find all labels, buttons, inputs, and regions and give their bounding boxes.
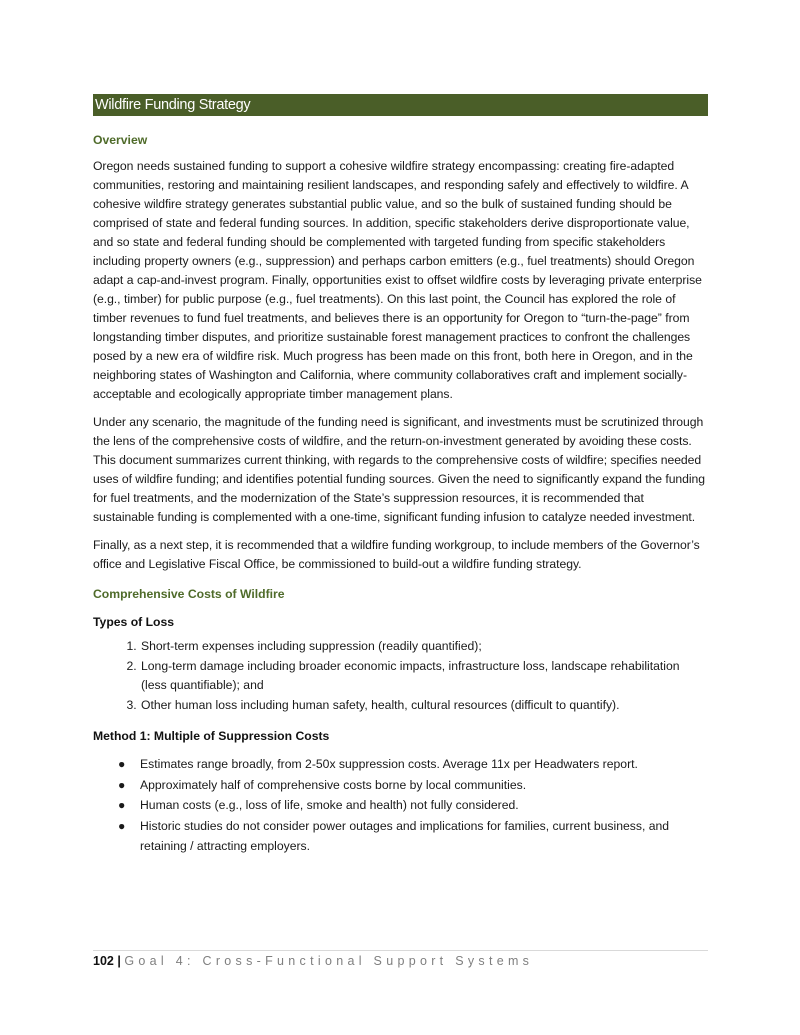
bullet-icon: ● bbox=[118, 798, 126, 812]
list-item: 3. Other human loss including human safety, health, cultural resources (difficult to quantify). bbox=[140, 696, 708, 716]
overview-paragraph-1: Oregon needs sustained funding to support a cohesive wildfire strategy encompassing: creating fire-adapted communities, restoring and maintaining resilient landscapes, and responding safely and effectively to wildfire. A cohesive wildfire strategy generates substantial public value, and so the bulk of sustained funding should be comprised of state and federal funding sources. In addition, specific stakeholders derive disproportionate value, and so state and federal funding should be complemented with targeted funding from specific stakeholders including property owners (e.g., suppression) and perhaps carbon emitters (e.g., fuel treatments) should Oregon adapt a cap-and-invest program. Finally, opportunities exist to offset wildfire costs by leveraging private enterprise (e.g., timber) for public purpose (e.g., fuel treatments). On this last point, the Council has explored the role of timber revenues to fund fuel treatments, and believes there is an opportunity for Oregon to “turn-the-page” from longstanding timber disputes, and prioritize sustainable forest management practices to confront the challenges posed by a new era of wildfire risk. Much progress has been made on this front, both here in Oregon, and in the neighboring states of Washington and California, where community collaboratives craft and implement socially-acceptable and ecologically appropriate timber management plans. bbox=[93, 159, 702, 401]
footer-goal-text: Goal 4: Cross-Functional Support Systems bbox=[124, 954, 534, 968]
bullet-icon: ● bbox=[118, 757, 126, 771]
bullet-text: Estimates range broadly, from 2-50x suppression costs. Average 11x per Headwaters report. bbox=[140, 757, 638, 771]
section-title: Wildfire Funding Strategy bbox=[93, 94, 708, 116]
method-1-bullets bbox=[93, 754, 708, 857]
list-item bbox=[118, 816, 708, 857]
types-of-loss-heading: Types of Loss bbox=[93, 615, 175, 629]
page-footer bbox=[93, 950, 708, 968]
bullet-text: Historic studies do not consider power outages and implications for families, current business, and retaining / attracting employers. bbox=[140, 818, 670, 853]
bullet-text: Approximately half of comprehensive costs borne by local communities. bbox=[140, 777, 527, 792]
list-item: 2. Long-term damage including broader economic impacts, infrastructure loss, landscape rehabilitation (less quantifiable); and bbox=[140, 657, 708, 696]
overview-paragraph-2: Under any scenario, the magnitude of the funding need is significant, and investments must be scrutinized through the lens of the comprehensive costs of wildfire, and the return-on-investment generated by avoiding these costs. This document summarizes current thinking, with regards to the comprehensive costs of wildfire; specifies needed uses of wildfire funding; and identifies potential funding sources. Given the need to significantly expand the funding for fuel treatments, and the modernization of the State’s suppression resources, it is recommended that sustainable funding is complemented with a one-time, significant funding infusion to catalyze needed investment. bbox=[93, 415, 706, 524]
overview-heading: Overview bbox=[93, 133, 148, 147]
page-content bbox=[93, 94, 708, 857]
bullet-text: Human costs (e.g., loss of life, smoke and health) not fully considered. bbox=[140, 798, 519, 812]
types-of-loss-list bbox=[93, 637, 708, 715]
overview-paragraph-3: Finally, as a next step, it is recommended that a wildfire funding workgroup, to include members of the Governor’s office and Legislative Fiscal Office, be commissioned to build-out a wildfire funding strategy. bbox=[93, 538, 700, 571]
costs-heading: Comprehensive Costs of Wildfire bbox=[93, 587, 285, 601]
footer-separator: | bbox=[117, 954, 121, 968]
bullet-icon: ● bbox=[118, 818, 126, 833]
list-item bbox=[118, 775, 708, 796]
page-number: 102 bbox=[93, 954, 114, 968]
list-item bbox=[118, 754, 708, 775]
bullet-icon: ● bbox=[118, 777, 126, 792]
list-item bbox=[118, 795, 708, 816]
method-1-heading: Method 1: Multiple of Suppression Costs bbox=[93, 729, 330, 743]
list-item: 1. Short-term expenses including suppression (readily quantified); bbox=[140, 637, 708, 657]
